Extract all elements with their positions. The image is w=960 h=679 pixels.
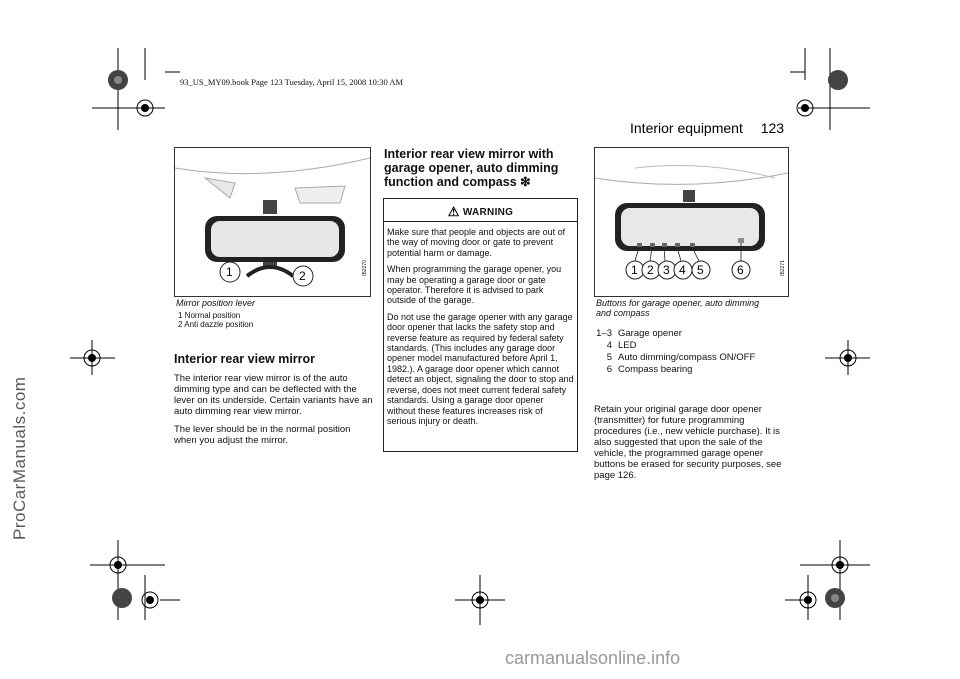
section-title: Interior equipment	[630, 120, 743, 136]
figure-mirror-lever	[174, 147, 371, 297]
callout-2: 2	[647, 263, 654, 277]
callout-4: 4	[679, 263, 686, 277]
callout-2: 2	[299, 269, 306, 283]
callout-5: 5	[697, 263, 704, 277]
figure-ref: IB2271	[780, 260, 786, 276]
section-heading: Interior rear view mirror with garage opener, auto dimming function and compass ❇	[384, 147, 559, 189]
list-item: 6 Compass bearing	[606, 364, 693, 375]
buttons-list	[588, 328, 788, 376]
footer-watermark: carmanualsonline.info	[505, 648, 681, 668]
warning-paragraph: Make sure that people and objects are out of the way of moving door or gate to prevent potential harm or damage.	[387, 227, 566, 258]
retain-paragraph: Retain your original garage door opener (transmitter) for future programming procedures (i.e., new vehicle purchase). It is also suggested that upon the sale of the vehicle, the programmed garage opener buttons be erased for security purposes, see page 126.	[594, 404, 782, 481]
caption-item: 1 Normal position	[178, 311, 241, 320]
mirror-illustration	[175, 148, 370, 296]
figure-ref: IB2270	[362, 260, 368, 276]
figure-garage-buttons	[594, 147, 789, 297]
figure-caption: Buttons for garage opener, auto dimming and compass	[596, 298, 760, 318]
list-item: 1–3 Garage opener	[596, 328, 682, 339]
warning-paragraph: Do not use the garage opener with any garage door opener that lacks the safety stop and reverse feature as required by federal safety standards. (This includes any garage door opener model manufactured before April 1, 1982.). A garage door opener which cannot detect an object, signaling the door to stop and reverse, does not meet current federal safety standards. Using a garage door opener without these features increases risk of serious injury or death.	[387, 311, 574, 426]
warning-heading: ⚠ WARNING	[447, 204, 514, 219]
list-item: 4 LED	[606, 340, 637, 351]
section-interior-mirror	[174, 352, 374, 446]
callout-1: 1	[226, 265, 233, 279]
callout-1: 1	[631, 263, 638, 277]
list-item: 5 Auto dimming/compass ON/OFF	[606, 352, 756, 363]
figure-caption: Mirror position lever	[176, 298, 256, 308]
callout-6: 6	[737, 263, 744, 277]
paragraph: The interior rear view mirror is of the auto dimming type and can be deflected with the lever on its underside. Certain variants have an auto dimming rear view mirror.	[174, 373, 373, 417]
running-header	[630, 120, 784, 136]
section-heading: Interior rear view mirror	[174, 352, 316, 366]
crop-header: 93_US_MY09.book Page 123 Tuesday, April 15, 2008 10:30 AM	[180, 77, 404, 87]
callout-3: 3	[663, 263, 670, 277]
caption-item: 2 Anti dazzle position	[178, 320, 254, 329]
paragraph: The lever should be in the normal position when you adjust the mirror.	[174, 424, 351, 446]
garage-mirror-illustration	[595, 148, 788, 296]
page-number: 123	[760, 120, 785, 136]
warning-box	[383, 198, 578, 452]
warning-paragraph: When programming the garage opener, you may be operating a garage door or gate operator. Therefore it is advised to park outside of the garage.	[387, 264, 562, 306]
section-garage-mirror	[384, 147, 584, 189]
warning-triangle-icon: ⚠	[447, 204, 460, 219]
side-watermark: ProCarManuals.com	[10, 376, 29, 540]
